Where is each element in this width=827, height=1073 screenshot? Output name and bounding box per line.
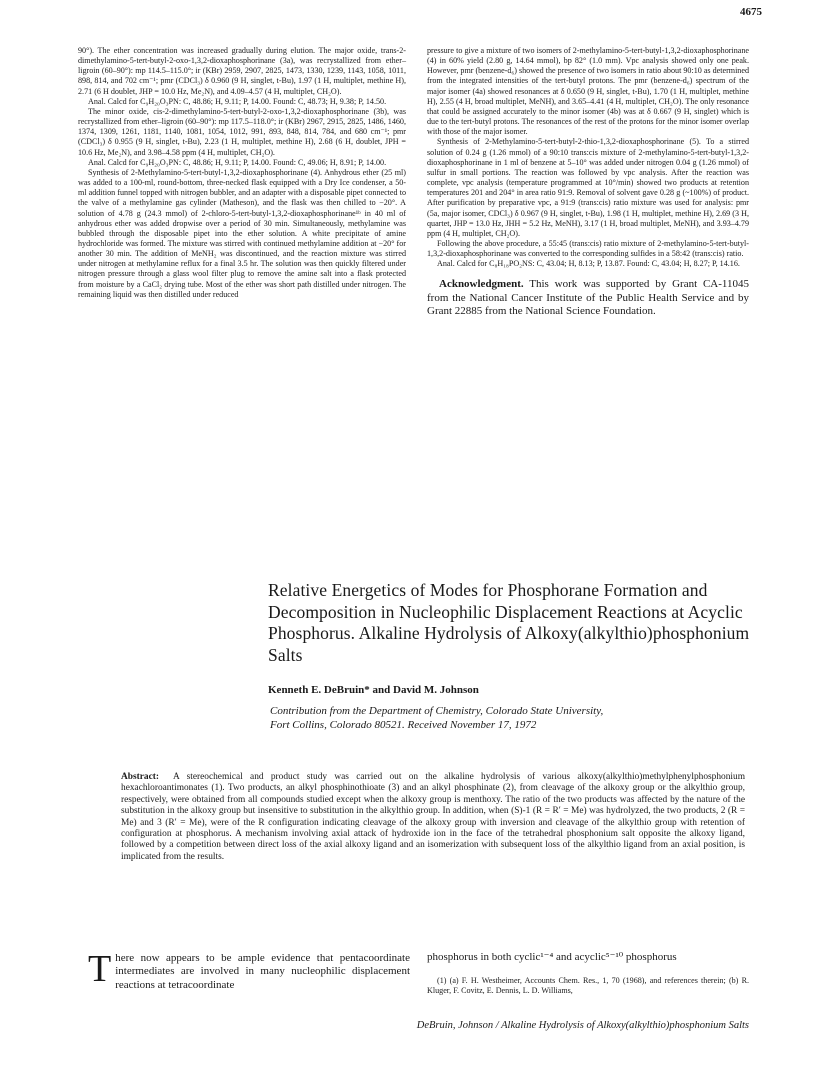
affiliation-line: Fort Collins, Colorado 80521. Received November 17, 1972 xyxy=(270,718,537,731)
drop-cap: T xyxy=(88,948,112,990)
references: (1) (a) F. H. Westheimer, Accounts Chem. Res., 1, 70 (1968), and references therein; (b) R. Kluger, F. Covitz, E. Dennis, L. D. Williams, xyxy=(427,976,749,996)
paragraph: Following the above procedure, a 55:45 (trans:cis) ratio mixture of 2-methylamino-5-tert-butyl-1,3,2-dioxaphosphorinane was converted to the corresponding sulfides in a 58:42 (trans:cis) ratio. xyxy=(427,238,749,259)
paragraph: The minor oxide, cis-2-dimethylamino-5-tert-butyl-2-oxo-1,3,2-dioxaphosphorinane (3b), was recrystallized from ether–ligroin (60–90°): mp 117.5–118.0°; ir (KBr) 2967, 2915, 2825, 1486, 1460, 1374, 1309, 1261, 1181, 1140, 1081, 1054, 1012, 991, 893, 848, 814, 784, and 680 cm⁻¹; pmr (CDCl₃) δ 0.955 (9 H, singlet, t-Bu), 2.23 (1 H, multiplet, methine H), 2.68 (6 H, doublet, JPH = 10.6 Hz, Me₂N), and 3.98–4.58 ppm (4 H, multiplet, CH₂O). xyxy=(78,106,406,157)
acknowledgment-text: This work was supported by Grant CA-11045 from the National Cancer Institute of the Public Health Service and by Grant 22885 from the National Science Foundation. xyxy=(427,278,749,317)
article-title: Relative Energetics of Modes for Phosphorane Formation and Decomposition in Nucleophilic Displacement Reactions at Acyclic Phosphorus. Alkaline Hydrolysis of Alkoxy(alkylthio)phosphonium Salts xyxy=(268,580,750,665)
paragraph: pressure to give a mixture of two isomers of 2-methylamino-5-tert-butyl-1,3,2-dioxaphosphorinane (4) in 60% yield (2.80 g, 14.64 mmol), bp 82° (1.0 mm). Vpc analysis showed only one peak. However, pmr (benzene-d₆) showed the presence of two isomers in ratio about 90:10 as determined from the integrated intensities of the tert-butyl protons. The pmr (benzene-d₆) spectrum of the major isomer (4a) showed resonances at δ 0.650 (9 H, singlet, t-Bu), 1.70 (1 H, multiplet, methine H), 2.55 (4 H, broad multiplet, MeNH), and 3.65–4.41 (4 H, multiplet, CH₂O). The only resonance that could be assigned accurately to the minor isomer (4b) was at δ 0.667 (9 H, singlet) which is due to the tert-butyl protons. The resonances of the rest of the protons for the minor isomer overlap with those of the major isomer. xyxy=(427,46,749,137)
paragraph: Anal. Calcd for C₉H₂₀O₃PN: C, 48.86; H, 9.11; P, 14.00. Found: C, 48.73; H, 9.38; P, 14.50. xyxy=(88,96,387,106)
introduction-text xyxy=(88,948,410,992)
intro-paragraph: here now appears to be ample evidence that pentacoordinate intermediates are involved in many nucleophilic displacement reactions at tetracoordinate xyxy=(115,952,410,991)
affiliation xyxy=(270,705,740,732)
authors: Kenneth E. DeBruin* and David M. Johnson xyxy=(268,684,479,696)
intro-continuation: phosphorus in both cyclic¹⁻⁴ and acyclic⁵⁻¹⁰ phosphorus xyxy=(427,951,677,963)
experimental-left-column xyxy=(78,46,406,300)
acknowledgment-heading: Acknowledgment. xyxy=(439,278,524,291)
page-number: 4675 xyxy=(740,6,762,18)
abstract xyxy=(121,772,745,863)
paragraph: Synthesis of 2-Methylamino-5-tert-butyl-2-thio-1,3,2-dioxaphosphorinane (5). To a stirred solution of 0.24 g (1.26 mmol) of a 90:10 trans:cis mixture of 2-methylamino-5-tert-butyl-1,3,2-dioxaphosphorinane in 1 ml of benzene at 5–10° was added under nitrogen 0.04 g (1.26 mmol) of sulfur in small portions. The reaction was followed by vpc analysis. After the reaction was complete, vpc analysis (temperature programmed at 10°/min) showed two products at retention temperatures 201 and 204° in area ratio 91:9. Removal of solvent gave 0.28 g (~100%) of product. After purification by preparative vpc, a 91:9 (trans:cis) ratio mixture was used for analysis: pmr (5a, major isomer, CDCl₃) δ 0.967 (9 H, singlet, t-Bu), 1.98 (1 H, multiplet, methine H), 2.69 (3 H, quartet, JHP = 13.0 Hz, JHH = 5.2 Hz, MeNH), 3.17 (1 H, broad multiplet, MeNH), and 3.93–4.79 ppm (4 H, multiplet, CH₂O). xyxy=(427,137,749,238)
paragraph: Anal. Calcd for C₈H₁₈PO₂NS: C, 43.04; H, 8.13; P, 13.87. Found: C, 43.04; H, 8.27; P, 14.16. xyxy=(437,259,740,269)
paragraph: Anal. Calcd for C₉H₂₀O₃PN: C, 48.86; H, 9.11; P, 14.00. Found: C, 49.06; H, 8.91; P, 14.00. xyxy=(88,157,387,167)
abstract-label: Abstract: xyxy=(121,772,160,782)
abstract-text: A stereochemical and product study was carried out on the alkaline hydrolysis of various alkoxy(alkylthio)methylphenylphosphonium hexachloroantimonates (1). Two products, an alkyl phosphinothioate (3) and an alkyl phosphinate (2), from cleavage of the alkoxy group or the alkylthio group, respectively, were obtained from all compounds studied except when the alkoxy group is menthoxy. The ratio of the two products was affected by the nature of the substitution in the alkoxy group but insensitive to substitution in the alkylthio group. In addition, when (S)-1 (R = R′ = Me) was hydrolyzed, the two products, 2 (R = Me) and 3 (R′ = Me), were of the R configuration indicating cleavage of the alkoxy group with inversion and cleavage of the alkylthio group with retention of configuration at phosphorus. A mechanism involving axial attack of hydroxide ion in the face of the tetrahedral phosphonium salt opposite the alkoxy ligand, followed by a competition between direct loss of the axial alkoxy ligand and an isomerization with subsequent loss of the alkylthio ligand from an axial position, is implicated from the results. xyxy=(121,772,746,862)
paragraph: Synthesis of 2-Methylamino-5-tert-butyl-1,3,2-dioxaphosphorinane (4). Anhydrous ether (25 ml) was added to a 100-ml, round-bottom, three-necked flask equipped with a Dry Ice condenser, a 50-ml addition funnel topped with nitrogen bubbler, and an adapter with a disposable pipet connected to the valve of a methylamine gas cylinder (Matheson), and the flask was then chilled to −20°. A solution of 4.78 g (24.3 mmol) of 2-chloro-5-tert-butyl-1,3,2-dioxaphosphorinane¹ᵇ in 40 ml of anhydrous ether was added dropwise over a period of 30 min. Simultaneously, methylamine was bubbled through the disposable pipet into the ether solution. A white precipitate of amine hydrochloride was formed. The mixture was stirred with continued methylamine addition at −20° for another 30 min. The addition of MeNH₂ was discontinued, and the reaction mixture was stirred under nitrogen at methylamine reflux for a final 3.5 hr. The solution was then quickly filtered under nitrogen pressure through a glass wool filter plug to remove the amine salt into a flask protected from moisture by a CaCl₂ drying tube. Most of the ether was short path distilled under nitrogen. The remaining liquid was then distilled under reduced xyxy=(78,167,406,299)
running-footer: DeBruin, Johnson / Alkaline Hydrolysis of Alkoxy(alkylthio)phosphonium Salts xyxy=(416,1020,749,1031)
paragraph: 90°). The ether concentration was increased gradually during elution. The major oxide, trans-2-dimethylamino-5-tert-butyl-2-oxo-1,3,2-dioxaphosphorinane (3a), was recrystallized from ether–ligroin (60–90°): mp 114.5–115.0°; ir (KBr) 2959, 2907, 2825, 1473, 1330, 1239, 1143, 1058, 1011, 898, 814, and 702 cm⁻¹; pmr (CDCl₃) δ 0.960 (9 H, singlet, t-Bu), 1.97 (1 H, multiplet, methine H), 2.71 (6 H doublet, JHP = 10.0 Hz, Me₂N), and 4.09–4.57 (4 H, multiplet, CH₂O). xyxy=(78,46,406,96)
experimental-right-column xyxy=(427,46,749,318)
acknowledgment xyxy=(427,278,749,318)
affiliation-line: Contribution from the Department of Chemistry, Colorado State University, xyxy=(270,705,604,717)
